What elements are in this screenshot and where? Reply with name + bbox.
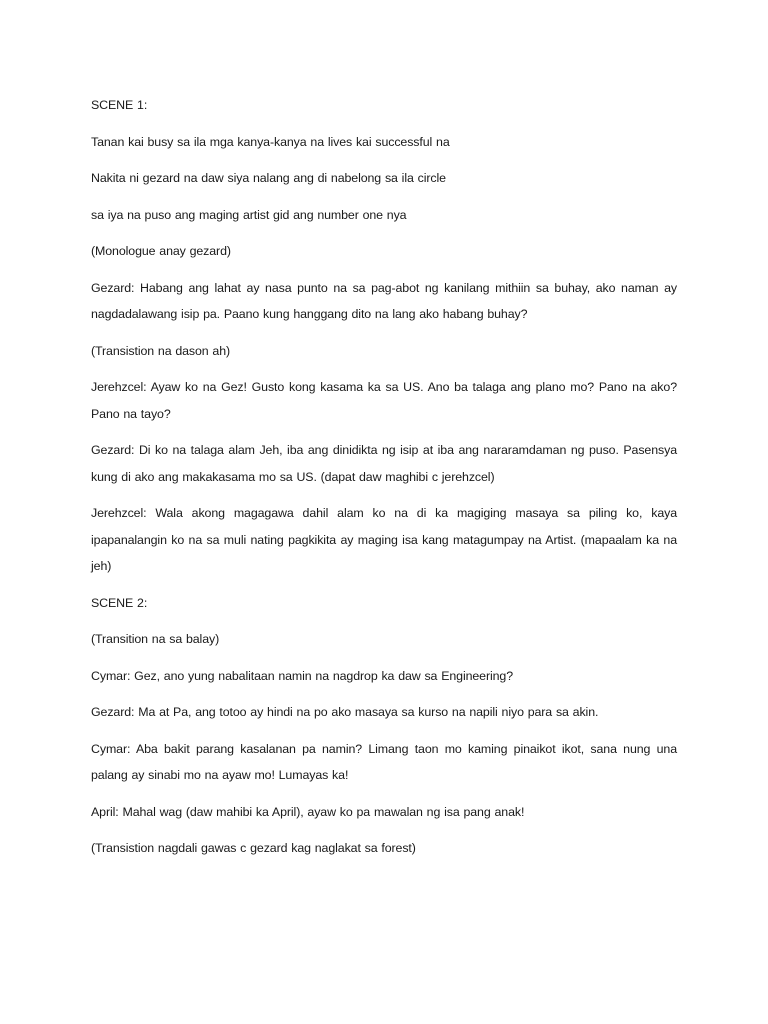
dialogue-line: April: Mahal wag (daw mahibi ka April), ayaw ko pa mawalan ng isa pang anak! — [91, 804, 525, 819]
dialogue-line: Cymar: Gez, ano yung nabalitaan namin na nagdrop ka daw sa Engineering? — [91, 668, 514, 683]
script-text — [91, 92, 677, 872]
narration-line: Tanan kai busy sa ila mga kanya-kanya na lives kai successful na — [91, 134, 450, 149]
stage-direction: (Transition na sa balay) — [91, 632, 220, 646]
scene-heading: SCENE 1: — [91, 98, 148, 112]
narration-line: Nakita ni gezard na daw siya nalang ang di nabelong sa ila circle — [91, 171, 446, 185]
stage-direction: (Transistion na dason ah) — [91, 343, 231, 358]
dialogue-line: Gezard: Di ko na talaga alam Jeh, iba ang dinidikta ng isip at iba ang nararamdaman ng puso. Pasensya kung di ako ang makakasama mo sa US. (dapat daw maghibi c jerehzcel) — [91, 443, 677, 484]
dialogue-line: Cymar: Aba bakit parang kasalanan pa namin? Limang taon mo kaming pinaikot ikot, sana nung una palang ay sinabi mo na ayaw mo! Lumayas ka! — [91, 741, 677, 782]
narration-line: sa iya na puso ang maging artist gid ang number one nya — [91, 207, 407, 222]
dialogue-line: Jerehzcel: Wala akong magagawa dahil alam ko na di ka magiging masaya sa piling ko, kaya ipapanalangin ko na sa muli nating pagkikita ay maging isa kang matagumpay na Artist. (mapaalam ka na jeh) — [91, 506, 677, 573]
dialogue-line: Gezard: Habang ang lahat ay nasa punto na sa pag-abot ng kanilang mithiin sa buhay, ako naman ay nagdadalawang isip pa. Paano kung hanggang dito na lang ako habang buhay? — [91, 280, 677, 321]
stage-direction: (Monologue anay gezard) — [91, 244, 231, 258]
dialogue-line: Gezard: Ma at Pa, ang totoo ay hindi na po ako masaya sa kurso na napili niyo para sa akin. — [91, 705, 599, 719]
dialogue-line: Jerehzcel: Ayaw ko na Gez! Gusto kong kasama ka sa US. Ano ba talaga ang plano mo? Pano na ako? Pano na tayo? — [91, 380, 677, 421]
stage-direction: (Transistion nagdali gawas c gezard kag naglakat sa forest) — [91, 841, 416, 855]
scene-heading: SCENE 2: — [91, 595, 148, 610]
